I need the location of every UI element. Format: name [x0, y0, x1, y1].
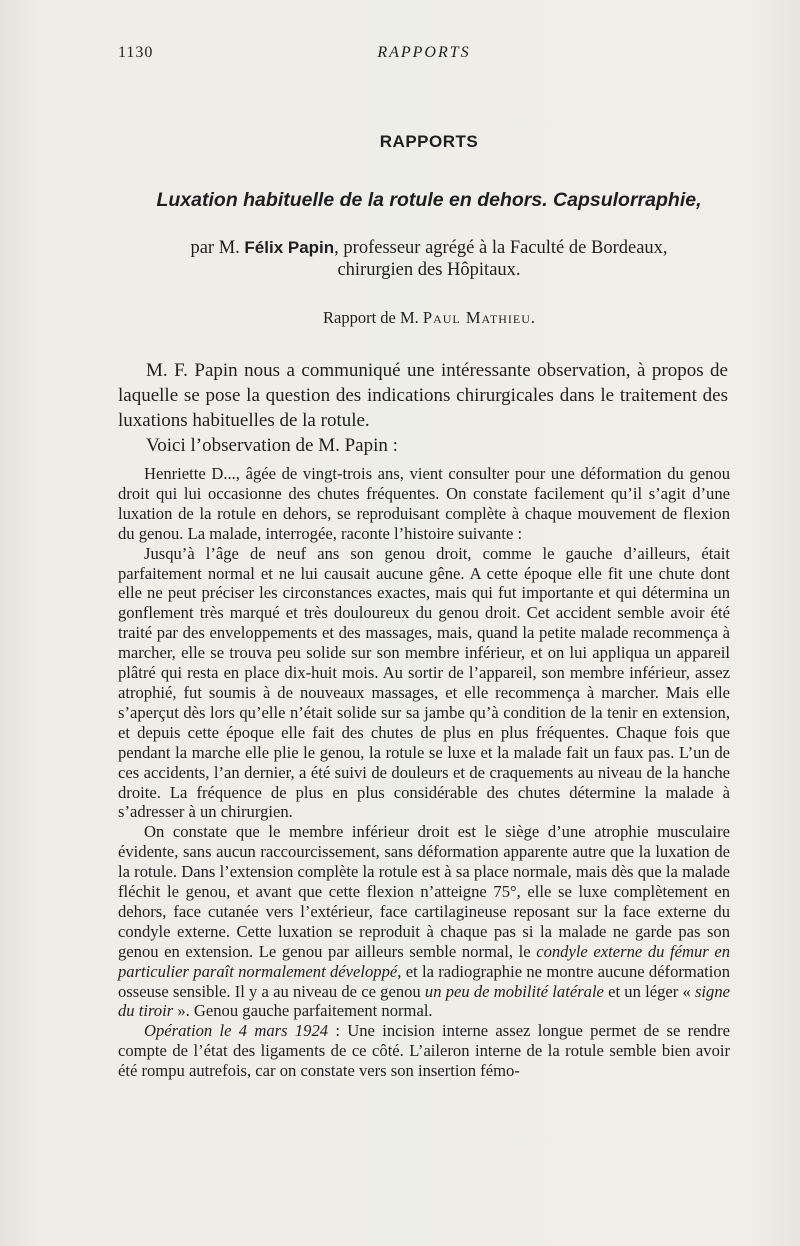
intro-paragraph: M. F. Papin nous a communiqué une intéressante observation, à propos de laquelle se pose la question des indications chirurgicales dans le traitement des luxations habituelles de la rotule.	[118, 360, 728, 431]
affiliation-line-2: chirurgien des Hôpitaux.	[337, 260, 521, 280]
intro-paragraph: Voici l’observation de M. Papin :	[146, 435, 398, 456]
article-title: Luxation habituelle de la rotule en dehors. Capsulorraphie,	[156, 189, 702, 211]
reporter-name: Paul Mathieu	[422, 308, 531, 327]
operation-paragraph	[118, 1021, 730, 1081]
affiliation-line-1: , professeur agrégé à la Faculté de Bordeaux,	[334, 238, 668, 258]
intro-text	[118, 358, 728, 458]
italic-run: un peu de mobilité latérale	[424, 981, 604, 1001]
running-header	[118, 44, 730, 68]
byline	[118, 237, 740, 281]
text-run: On constate que le membre inférieur droit est le siège d’une atrophie musculaire évidente, sans aucun raccourcissement, sans déformation apparente autre que la luxation de la rotule. Dans l’extension complète la rotule est à sa place normale, mais dès que la malade fléchit le genou, et avant que cette flexion n’atteigne 75°, elle se luxe complètement en dehors, face cutanée vers l’extérieur, face cartilagineuse reposant sur la face externe du condyle externe. Cette luxation se reproduit à chaque pas si la malade ne garde pas son genou en extension. Le genou par ailleurs semble normal, le	[118, 822, 730, 961]
text-run: , et la radiographie ne montre aucune déformation osseuse sensible. Il y a au niveau de ce genou	[118, 961, 730, 1001]
text-run: et un léger «	[603, 981, 695, 1001]
italic-run: signe du tiroir	[118, 981, 730, 1021]
author-name: Félix Papin	[244, 238, 335, 257]
italic-run: condyle externe du fémur en particulier paraît normalement développé	[118, 941, 731, 981]
text-run: : Une incision interne assez longue permet de se rendre compte de l’état des ligaments de ce côté. L’aileron interne de la rotule semble bien avoir été rompu autrefois, car on constate vers son insertion fémo-	[118, 1021, 730, 1081]
observation-paragraph	[118, 822, 730, 1021]
report-attribution	[118, 308, 740, 328]
observation-paragraph: Jusqu’à l’âge de neuf ans son genou droit, comme le gauche d’ailleurs, était parfaitement normal et ne lui causait aucune gêne. A cette époque elle fit une chute dont elle ne peut préciser les circonstances exactes, mais qui fut importante et qui détermina un gonflement très marqué et très douloureux du genou droit. Cet accident semble avoir été traité par des enveloppements et des massages, mais, quand la petite malade recommença à marcher, elle se trouva peu solide sur son membre inférieur, et on lui appliqua un appareil plâtré qui resta en place dix-huit mois. Au sortir de l’appareil, son membre inférieur, assez atrophié, fut soumis à de nouveaux massages, et elle recommença à marcher. Mais elle s’aperçut dès lors qu’elle n’était solide sur sa jambe qu’à condition de la tenir en extension, et depuis cette époque elle fait des chutes de plus en plus fréquentes. Chaque fois que pendant la marche elle plie le genou, la rotule se luxe et la malade fait un faux pas. L’un de ces accidents, l’an dernier, a été suivi de douleurs et de craquements au niveau de la hanche droite. La fréquence de plus en plus considérable des chutes détermine la malade à s’adresser à un chirurgien.	[118, 543, 730, 822]
observation-paragraph: Henriette D..., âgée de vingt-trois ans, vient consulter pour une déformation du genou droit qui lui occasionne des chutes fréquentes. On constate facilement qu’il s’agit d’une luxation de la rotule en dehors, se reproduisant complète à chaque mouvement de flexion du genou. La malade, interrogée, raconte l’histoire suivante :	[118, 464, 730, 543]
text-run: ». Genou gauche parfaitement normal.	[173, 1001, 433, 1021]
report-prefix: Rapport de M.	[323, 308, 423, 327]
observation-text	[118, 464, 730, 1081]
page-number: 1130	[118, 44, 154, 61]
byline-prefix: par M.	[190, 238, 245, 258]
section-title: RAPPORTS	[379, 132, 479, 151]
report-suffix: .	[530, 308, 535, 327]
operation-date: Opération le 4 mars 1924	[144, 1021, 329, 1041]
running-title: RAPPORTS	[377, 44, 471, 61]
